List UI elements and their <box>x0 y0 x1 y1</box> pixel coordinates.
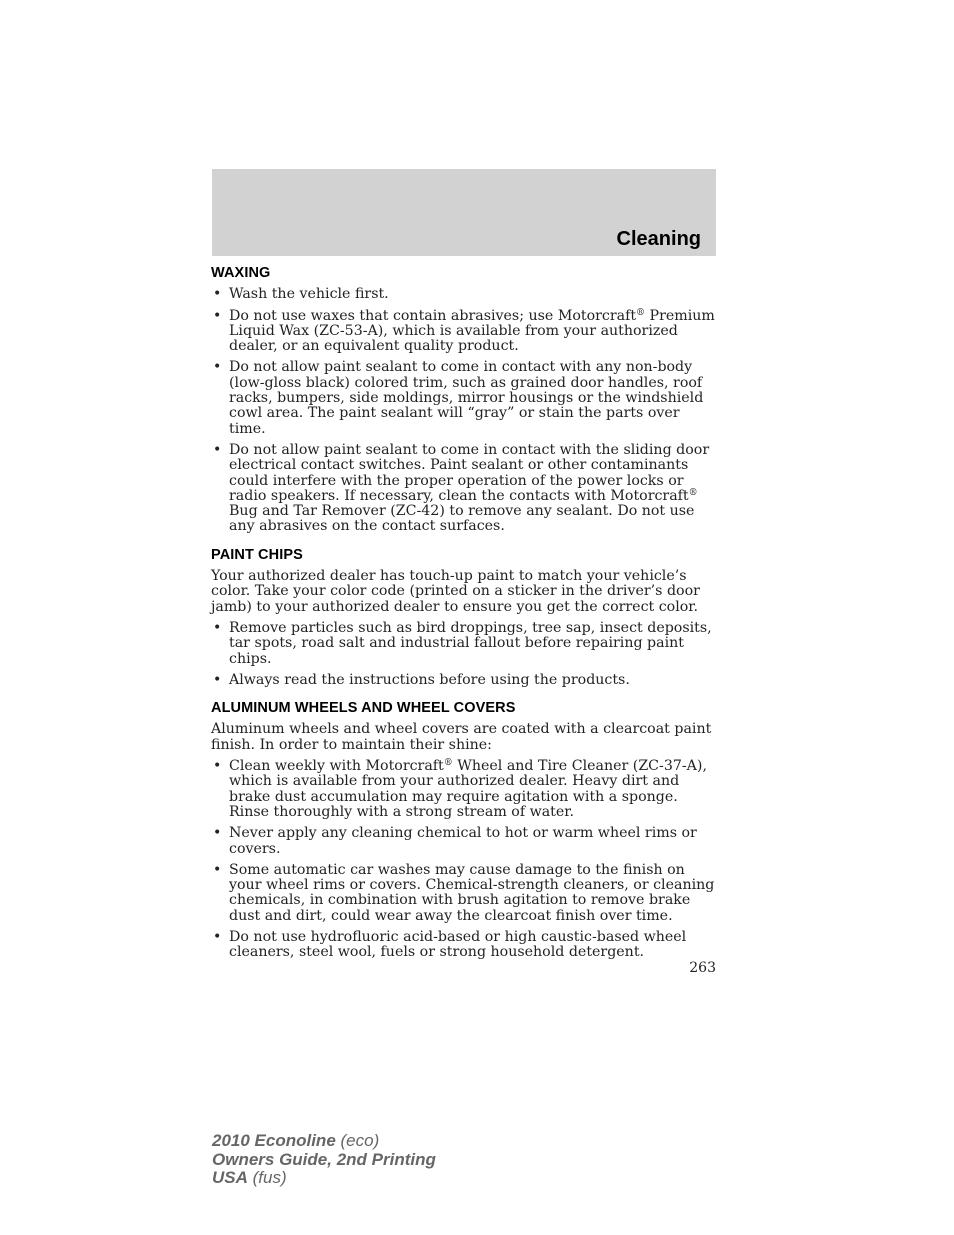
page-number: 263 <box>689 960 716 976</box>
paint-chips-list <box>211 621 716 688</box>
footer-market-code: (fus) <box>247 1168 287 1187</box>
page-content <box>211 266 716 967</box>
list-item: • Wash the vehicle first. <box>211 287 716 302</box>
list-item: • Clean weekly with Motorcraft® Wheel and Tire Cleaner (ZC-37-A), which is available from your authorized dealer. Heavy dirt and brake dust accumulation may require agitation with a sponge. Rinse thoroughly with a strong stream of water. <box>211 759 716 820</box>
list-item: • Never apply any cleaning chemical to hot or warm wheel rims or covers. <box>211 826 716 857</box>
footer-line-2: Owners Guide, 2nd Printing <box>212 1149 436 1169</box>
footer-model-code: (eco) <box>335 1131 380 1150</box>
heading-aluminum-wheels: ALUMINUM WHEELS AND WHEEL COVERS <box>211 700 516 717</box>
heading-waxing: WAXING <box>211 265 271 281</box>
section-header-band <box>212 169 716 256</box>
footer-line-1 <box>212 1132 436 1151</box>
list-item: • Some automatic car washes may cause damage to the finish on your wheel rims or covers. Chemical-strength cleaners, or cleaning chemicals, in combination with brush agitation to remove brake dust and dirt, could wear away the clearcoat finish over time. <box>211 863 716 924</box>
aluminum-wheels-intro: Aluminum wheels and wheel covers are coated with a clearcoat paint finish. In order to maintain their shine: <box>211 721 712 753</box>
paint-chips-intro: Your authorized dealer has touch-up paint to match your vehicle’s color. Take your color code (printed on a sticker in the driver’s door jamb) to your authorized dealer to ensure you get the correct color. <box>211 568 700 615</box>
list-item: • Do not use hydrofluoric acid-based or high caustic-based wheel cleaners, steel wool, fuels or strong household detergent. <box>211 930 716 961</box>
footer-model: 2010 Econoline <box>212 1131 336 1150</box>
footer-imprint <box>212 1132 436 1188</box>
waxing-list <box>211 287 716 534</box>
section-title: Cleaning <box>616 228 701 250</box>
list-item: • Remove particles such as bird droppings, tree sap, insect deposits, tar spots, road salt and industrial fallout before repairing paint chips. <box>211 621 716 667</box>
list-item: • Always read the instructions before using the products. <box>211 673 716 688</box>
aluminum-wheels-list <box>211 759 716 961</box>
list-item: • Do not allow paint sealant to come in contact with any non-body (low-gloss black) colored trim, such as grained door handles, roof racks, bumpers, side moldings, mirror housings or the windshield cowl area. The paint sealant will “gray” or stain the parts over time. <box>211 360 716 436</box>
footer-line-3 <box>212 1169 436 1188</box>
footer-market: USA <box>212 1168 248 1187</box>
heading-paint-chips: PAINT CHIPS <box>211 546 303 563</box>
list-item: • Do not allow paint sealant to come in contact with the sliding door electrical contact switches. Paint sealant or other contaminants could interfere with the proper operation of the power locks or radio speakers. If necessary, clean the contacts with Motorcraft® Bug and Tar Remover (ZC-42) to remove any sealant. Do not use any abrasives on the contact surfaces. <box>211 443 716 535</box>
list-item: • Do not use waxes that contain abrasives; use Motorcraft® Premium Liquid Wax (ZC-53-A), which is available from your authorized dealer, or an equivalent quality product. <box>211 309 716 355</box>
